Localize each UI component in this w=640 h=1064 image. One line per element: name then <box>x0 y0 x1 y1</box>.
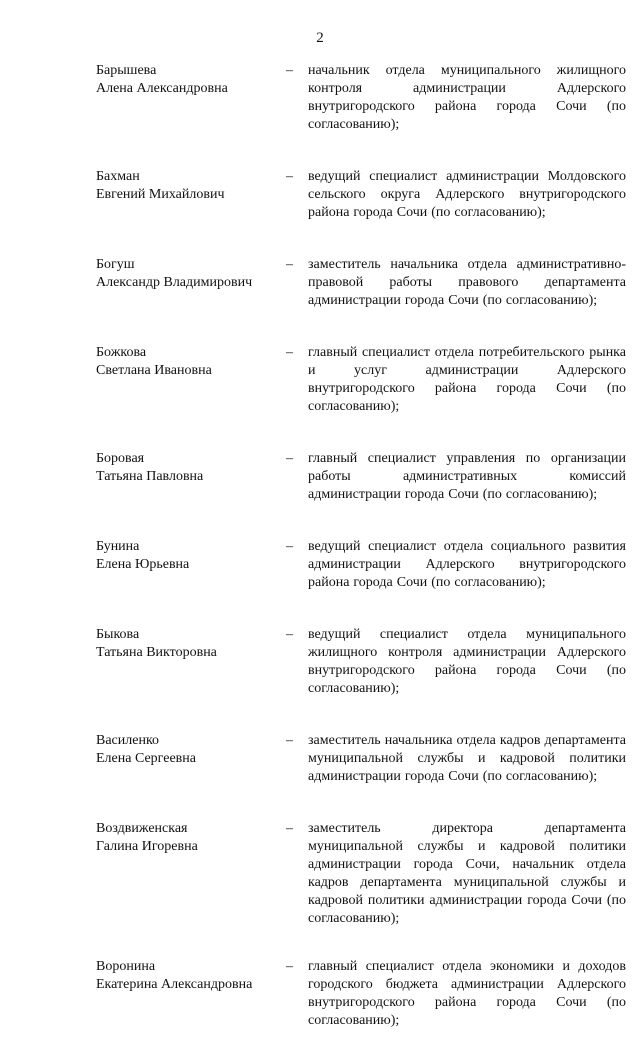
position-description: главный специалист управления по организации работы административных комиссий администрации города Сочи (по согласованию); <box>308 451 626 502</box>
person-name <box>0 820 286 856</box>
given-names: Татьяна Павловна <box>96 469 204 484</box>
given-names: Елена Сергеевна <box>96 751 196 766</box>
surname: Воронина <box>96 959 156 974</box>
person-name <box>0 256 286 292</box>
surname: Богуш <box>96 257 135 272</box>
surname: Барышева <box>96 63 157 78</box>
surname: Быкова <box>96 627 140 642</box>
surname: Боровая <box>96 451 145 466</box>
given-names: Светлана Ивановна <box>96 363 212 378</box>
person-name <box>0 344 286 380</box>
given-names: Галина Игоревна <box>96 839 198 854</box>
dash-separator: – <box>286 345 293 360</box>
person-name <box>0 538 286 574</box>
dash-separator: – <box>286 627 293 642</box>
position-description: главный специалист отдела экономики и доходов городского бюджета администрации Адлерского внутригородского района города Сочи (по согласованию); <box>308 959 626 1028</box>
position-description: заместитель начальника отдела административно-правовой работы правового департамента администрации города Сочи (по согласованию); <box>308 257 626 308</box>
dash-separator: – <box>286 959 293 974</box>
members-list <box>0 62 640 1064</box>
person-name <box>0 958 286 994</box>
dash-separator: – <box>286 63 293 78</box>
given-names: Алена Александровна <box>96 81 228 96</box>
list-item <box>0 62 640 134</box>
given-names: Евгений Михайлович <box>96 187 225 202</box>
position-description: начальник отдела муниципального жилищного контроля администрации Адлерского внутригородского района города Сочи (по согласованию); <box>308 63 626 132</box>
person-name <box>0 626 286 662</box>
given-names: Елена Юрьевна <box>96 557 190 572</box>
position-description: ведущий специалист администрации Молдовского сельского округа Адлерского внутригородского района города Сочи (по согласованию); <box>308 169 626 220</box>
position-description: ведущий специалист отдела муниципального жилищного контроля администрации Адлерского внутригородского района города Сочи (по согласованию); <box>308 627 626 696</box>
list-item <box>0 732 640 786</box>
list-item <box>0 958 640 1030</box>
dash-separator: – <box>286 169 293 184</box>
list-item <box>0 256 640 310</box>
surname: Василенко <box>96 733 160 748</box>
dash-separator: – <box>286 451 293 466</box>
dash-separator: – <box>286 733 293 748</box>
surname: Божкова <box>96 345 147 360</box>
position-description: ведущий специалист отдела социального развития администрации Адлерского внутригородского района города Сочи (по согласованию); <box>308 539 626 590</box>
surname: Бунина <box>96 539 140 554</box>
given-names: Александр Владимирович <box>96 275 253 290</box>
position-description: заместитель директора департамента муниципальной службы и кадровой политики администрации города Сочи, начальник отдела кадров департамента муниципальной службы и кадровой политики администрации города Сочи (по согласованию); <box>308 821 626 926</box>
list-item <box>0 820 640 928</box>
list-item <box>0 450 640 504</box>
dash-separator: – <box>286 539 293 554</box>
list-item <box>0 344 640 416</box>
surname: Бахман <box>96 169 140 184</box>
dash-separator: – <box>286 821 293 836</box>
position-description: главный специалист отдела потребительского рынка и услуг администрации Адлерского внутригородского района города Сочи (по согласованию); <box>308 345 626 414</box>
page-number: 2 <box>316 30 324 46</box>
list-item <box>0 538 640 592</box>
person-name <box>0 62 286 98</box>
person-name <box>0 450 286 486</box>
given-names: Татьяна Викторовна <box>96 645 217 660</box>
person-name <box>0 168 286 204</box>
position-description: заместитель начальника отдела кадров департамента муниципальной службы и кадровой политики администрации города Сочи (по согласованию); <box>308 733 626 784</box>
list-item <box>0 626 640 698</box>
surname: Воздвиженская <box>96 821 188 836</box>
given-names: Екатерина Александровна <box>96 977 253 992</box>
list-item <box>0 168 640 222</box>
person-name <box>0 732 286 768</box>
dash-separator: – <box>286 257 293 272</box>
